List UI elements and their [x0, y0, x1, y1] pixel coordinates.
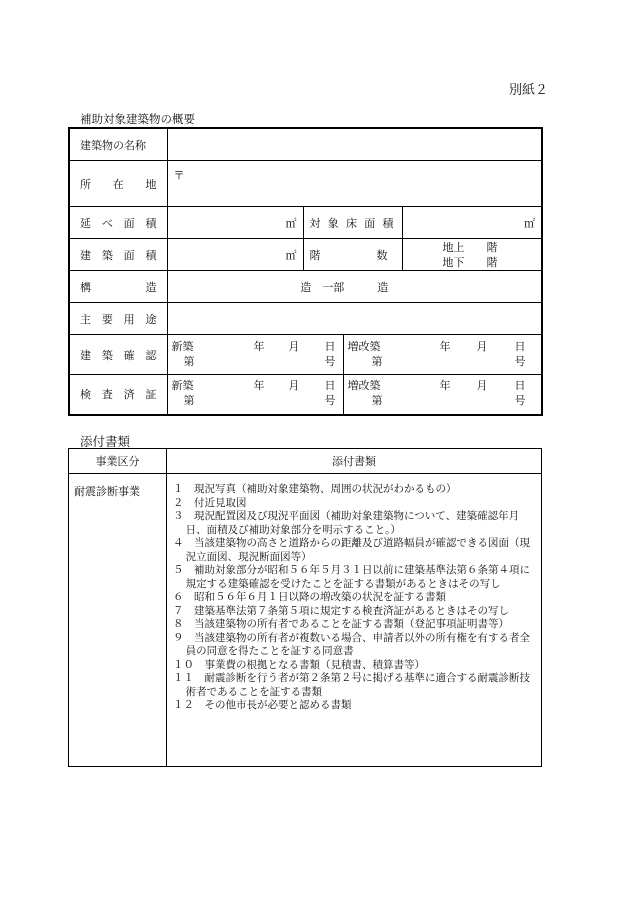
attached-documents-list: [167, 474, 542, 767]
field-inspection-expansion[interactable]: 増改築 年 月 日 第 号: [343, 375, 542, 415]
label-inspection-certificate: 検 査 済 証: [69, 375, 167, 415]
field-building-area[interactable]: ㎡: [167, 239, 303, 271]
postal-mark: 〒: [173, 169, 185, 182]
label-total-floor-area: 延 べ 面 積: [69, 207, 167, 239]
label-building-area: 建 築 面 積: [69, 239, 167, 271]
attachments-header-row: [69, 449, 542, 474]
label-target-floor-area: 対 象 床 面 積: [303, 207, 402, 239]
field-confirmation-new-build[interactable]: 新築 年 月 日 第 号: [167, 335, 343, 375]
list-item: １１ 耐震診断を行う者が第２条第２号に掲げる基準に適合する耐震診断技術者であることを証する書類: [173, 672, 530, 698]
field-confirmation-expansion[interactable]: 増改築 年 月 日 第 号: [343, 335, 542, 375]
field-target-floor-area[interactable]: ㎡: [402, 207, 542, 239]
field-location[interactable]: [167, 161, 542, 207]
label-floors: 階 数: [303, 239, 402, 271]
attachments-body-row: [69, 474, 542, 767]
list-item: ５ 補助対象部分が昭和５６年５月３１日以前に建築基準法第６条第４項に規定する建築確認を受けたことを証する書類があるときはその写し: [173, 564, 530, 590]
field-total-floor-area[interactable]: ㎡: [167, 207, 303, 239]
row-building-area: [69, 239, 542, 271]
row-location: [69, 161, 542, 207]
section-title-building-overview: 補助対象建築物の概要: [80, 112, 195, 126]
list-item: ４ 当該建築物の高さと道路からの距離及び道路幅員が確認できる図面（現況立面図、現況断面図等）: [173, 537, 530, 563]
row-building-confirmation: [69, 335, 542, 375]
list-item: １０ 事業費の根拠となる書類（見積書、積算書等）: [173, 658, 425, 671]
label-building-confirmation: 建 築 確 認: [69, 335, 167, 375]
attachments-table: [68, 448, 542, 767]
list-item: ２ 付近見取図: [173, 496, 247, 509]
list-item: １２ その他市長が必要と認める書類: [173, 699, 352, 711]
header-attached-documents: 添付書類: [167, 449, 542, 474]
label-location: 所 在 地: [69, 161, 167, 207]
list-item: ３ 現況配置図及び現況平面図（補助対象建築物について、建築確認年月日、面積及び補助対象部分を明示すること。）: [173, 510, 520, 536]
row-structure: [69, 271, 542, 303]
list-item: １ 現況写真（補助対象建築物、周囲の状況がわかるもの）: [173, 483, 457, 495]
row-inspection-certificate: [69, 375, 542, 415]
list-item: ７ 建築基準法第７条第５項に規定する検査済証があるときはその写し: [173, 604, 509, 617]
row-building-name: [69, 128, 542, 161]
field-building-name[interactable]: [167, 128, 542, 161]
field-structure[interactable]: 造 一部 造: [167, 271, 542, 303]
building-overview-table: [68, 127, 543, 416]
business-category: 耐震診断事業: [69, 474, 167, 767]
list-item: ６ 昭和５６年６月１日以降の増改築の状況を証する書類: [173, 591, 446, 603]
row-main-use: [69, 303, 542, 335]
row-floor-area: [69, 207, 542, 239]
list-item: ８ 当該建築物の所有者であることを証する書類（登記事項証明書等）: [173, 618, 509, 630]
below-ground-floors: 地下 階: [442, 255, 498, 269]
field-inspection-new-build[interactable]: 新築 年 月 日 第 号: [167, 375, 343, 415]
list-item: ９ 当該建築物の所有者が複数いる場合、申請者以外の所有権を有する者全員の同意を得たことを証する同意書: [173, 631, 530, 657]
section-title-attachments: 添付書類: [80, 434, 131, 449]
above-ground-floors: 地上 階: [442, 240, 498, 254]
header-business-category: 事業区分: [69, 449, 167, 474]
appendix-label: 別紙２: [509, 83, 549, 98]
label-building-name: 建築物の名称: [69, 128, 167, 161]
label-structure: 構 造: [69, 271, 167, 303]
field-floors[interactable]: [402, 239, 542, 271]
label-main-use: 主 要 用 途: [69, 303, 167, 335]
field-main-use[interactable]: [167, 303, 542, 335]
